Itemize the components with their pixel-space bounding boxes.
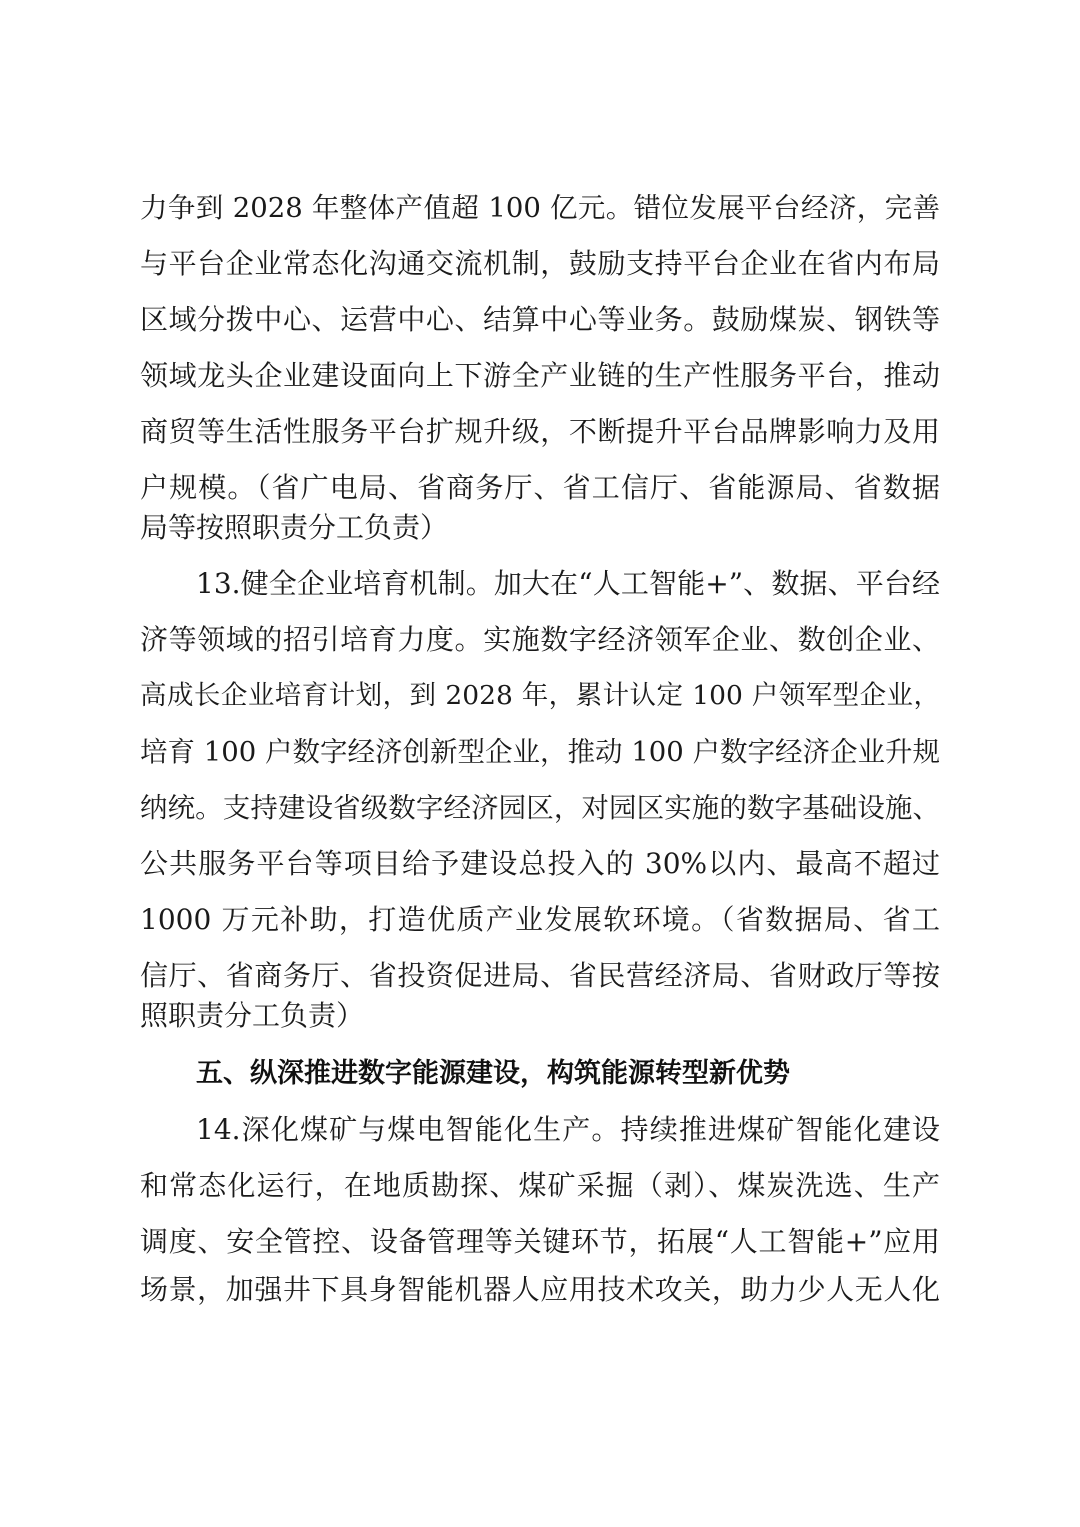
paragraph-2-line-8: 信厅、省商务厅、省投资促进局、省民营经济局、省财政厅等按 (140, 959, 940, 992)
paragraph-2-line-3: 高成长企业培育计划，到 2028 年，累计认定 100 户领军型企业， (140, 680, 940, 711)
paragraph-3-line-3: 调度、安全管控、设备管理等关键环节，拓展“人工智能+”应用 (140, 1225, 940, 1258)
paragraph-2-line-4: 培育 100 户数字经济创新型企业，推动 100 户数字经济企业升规 (140, 736, 940, 768)
section-heading: 五、纵深推进数字能源建设，构筑能源转型新优势 (196, 1058, 790, 1089)
paragraph-1-line-1: 力争到 2028 年整体产值超 100 亿元。错位发展平台经济，完善 (140, 192, 940, 224)
paragraph-3-line-1: 14.深化煤矿与煤电智能化生产。持续推进煤矿智能化建设 (196, 1113, 940, 1146)
paragraph-2-line-7: 1000 万元补助，打造优质产业发展软环境。（省数据局、省工 (140, 903, 940, 936)
paragraph-2-line-5: 纳统。支持建设省级数字经济园区，对园区实施的数字基础设施、 (140, 792, 940, 824)
paragraph-2-line-1: 13.健全企业培育机制。加大在“人工智能+”、数据、平台经 (196, 567, 940, 600)
paragraph-2-line-9: 照职责分工负责） (140, 999, 365, 1032)
paragraph-3-line-4: 场景，加强井下具身智能机器人应用技术攻关，助力少人无人化 (140, 1273, 940, 1306)
paragraph-1-line-4: 领域龙头企业建设面向上下游全产业链的生产性服务平台，推动 (140, 359, 940, 392)
paragraph-2-line-2: 济等领域的招引培育力度。实施数字经济领军企业、数创企业、 (140, 623, 940, 656)
paragraph-1-line-5: 商贸等生活性服务平台扩规升级，不断提升平台品牌影响力及用 (140, 415, 940, 448)
paragraph-1-line-7: 局等按照职责分工负责） (140, 511, 449, 544)
paragraph-2-line-6: 公共服务平台等项目给予建设总投入的 30%以内、最高不超过 (140, 847, 940, 880)
paragraph-1-line-6: 户规模。（省广电局、省商务厅、省工信厅、省能源局、省数据 (140, 471, 940, 504)
paragraph-1-line-3: 区域分拨中心、运营中心、结算中心等业务。鼓励煤炭、钢铁等 (140, 303, 940, 336)
paragraph-3-line-2: 和常态化运行，在地质勘探、煤矿采掘（剥）、煤炭洗选、生产 (140, 1169, 940, 1202)
paragraph-1-line-2: 与平台企业常态化沟通交流机制，鼓励支持平台企业在省内布局 (140, 247, 940, 280)
